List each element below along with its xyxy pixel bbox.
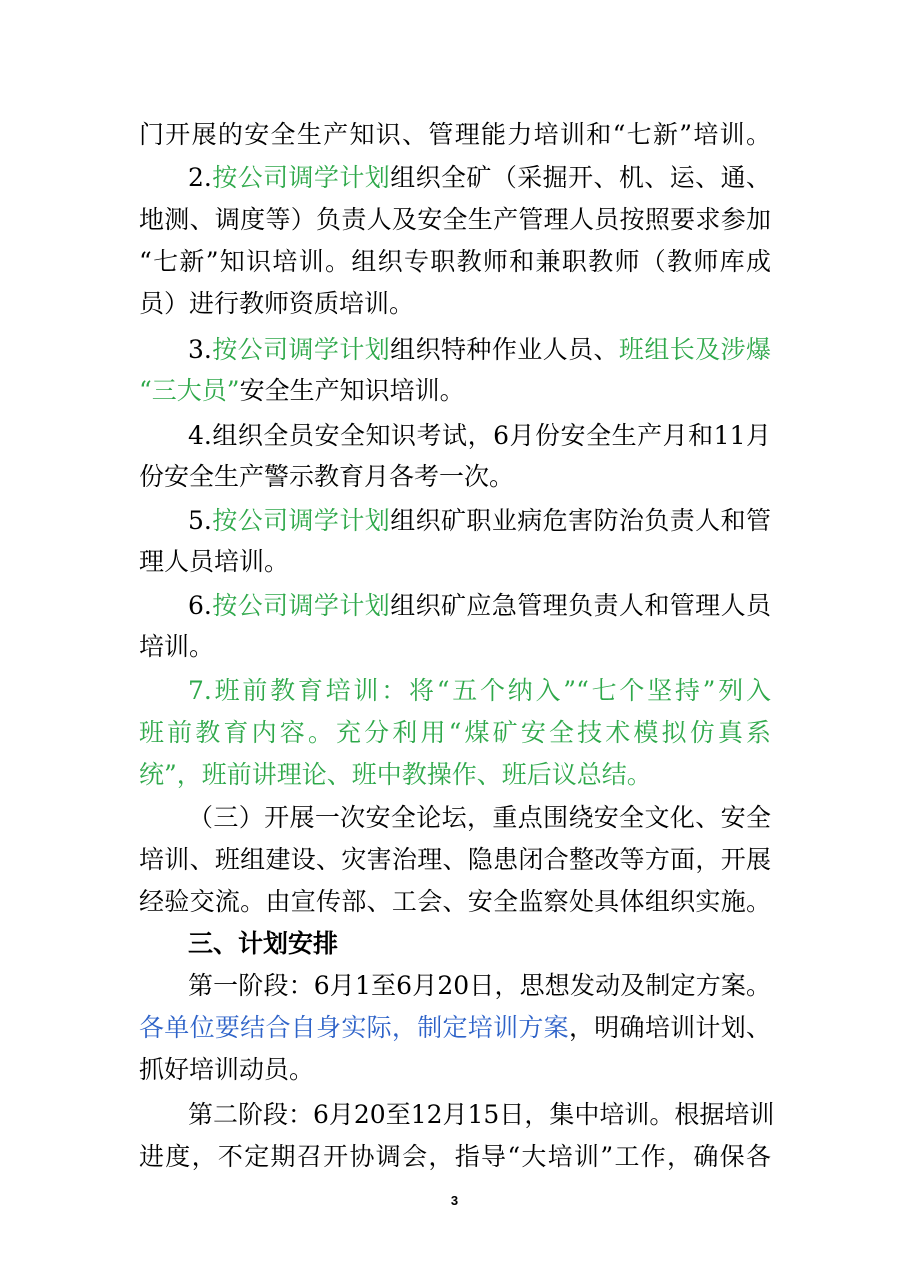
text-line xyxy=(188,585,771,627)
text-line xyxy=(139,199,771,241)
text-segment: 组织矿应急管理负责人和管理人员 xyxy=(390,591,771,620)
text-segment: ，明确培训计划、 xyxy=(568,1013,771,1042)
highlighted-text: 按公司调学计划 xyxy=(211,335,391,364)
text-line xyxy=(188,415,771,457)
text-line xyxy=(139,114,771,156)
text-line xyxy=(139,1007,771,1049)
text-line xyxy=(188,157,771,199)
text-line xyxy=(139,241,771,283)
text-segment: “七新”知识培训。组织专职教师和兼职教师（教师库成 xyxy=(139,247,771,276)
text-line xyxy=(188,329,771,371)
highlighted-text: 按公司调学计划 xyxy=(211,506,391,535)
text-segment: 4.组织全员安全知识考试，6月份安全生产月和11月 xyxy=(188,421,771,450)
highlighted-text: 7.班前教育培训：将“五个纳入”“七个坚持”列入 xyxy=(188,676,771,705)
text-line xyxy=(188,1094,775,1136)
text-line xyxy=(139,1049,314,1091)
text-segment: 第一阶段：6月1至6月20日，思想发动及制定方案。 xyxy=(188,971,771,1000)
text-line xyxy=(139,881,771,923)
text-segment: 抓好培训动员。 xyxy=(139,1055,315,1084)
highlighted-text: 班前教育内容。充分利用“煤矿安全技术模拟仿真系 xyxy=(139,718,771,747)
text-segment: 安全生产知识培训。 xyxy=(239,376,465,405)
text-line xyxy=(188,965,771,1007)
highlighted-text: 按公司调学计划 xyxy=(211,591,391,620)
text-segment: 份安全生产警示教育月各考一次。 xyxy=(139,462,515,491)
text-segment: 员）进行教师资质培训。 xyxy=(139,289,415,318)
text-segment: 理人员培训。 xyxy=(139,547,290,576)
highlighted-text: “三大员” xyxy=(139,376,240,405)
text-line xyxy=(139,626,214,668)
text-segment: 培训。 xyxy=(139,632,215,661)
highlighted-text: 统”，班前讲理论、班中教操作、班后议总结。 xyxy=(139,760,652,789)
text-line xyxy=(139,456,514,498)
text-line xyxy=(188,797,771,839)
text-segment: （三）开展一次安全论坛，重点围绕安全文化、安全 xyxy=(188,803,771,832)
section-heading xyxy=(188,923,338,965)
text-line xyxy=(139,283,414,325)
text-segment: 培训、班组建设、灾害治理、隐患闭合整改等方面，开展 xyxy=(139,845,771,874)
page-number: 3 xyxy=(450,1193,459,1208)
heading-text: 三、计划安排 xyxy=(188,929,339,958)
text-segment: 6. xyxy=(188,591,212,620)
text-line xyxy=(188,500,771,542)
text-segment: 3. xyxy=(188,335,212,364)
text-segment: 地测、调度等）负责人及安全生产管理人员按照要求参加 xyxy=(139,205,771,234)
text-line xyxy=(139,370,465,412)
text-line xyxy=(139,541,289,583)
text-segment: 第二阶段：6月20至12月15日，集中培训。根据培训 xyxy=(188,1100,775,1129)
text-line xyxy=(139,712,771,754)
highlighted-text: 按公司调学计划 xyxy=(211,163,391,192)
text-line xyxy=(188,670,771,712)
text-line xyxy=(139,754,652,796)
highlighted-text: 班组长及涉爆 xyxy=(618,335,771,364)
text-line xyxy=(139,1136,771,1178)
text-segment: 2. xyxy=(188,163,212,192)
text-segment: 经验交流。由宣传部、工会、安全监察处具体组织实施。 xyxy=(139,887,771,916)
text-segment: 组织特种作业人员、 xyxy=(390,335,619,364)
text-segment: 门开展的安全生产知识、管理能力培训和“七新”培训。 xyxy=(139,120,771,149)
highlighted-text: 各单位要结合自身实际，制定培训方案 xyxy=(139,1013,569,1042)
text-segment: 进度，不定期召开协调会，指导“大培训”工作，确保各 xyxy=(139,1142,771,1171)
text-segment: 组织全矿（采掘开、机、运、通、 xyxy=(390,163,771,192)
text-line xyxy=(139,839,771,881)
text-segment: 组织矿职业病危害防治负责人和管 xyxy=(390,506,771,535)
text-segment: 5. xyxy=(188,506,212,535)
